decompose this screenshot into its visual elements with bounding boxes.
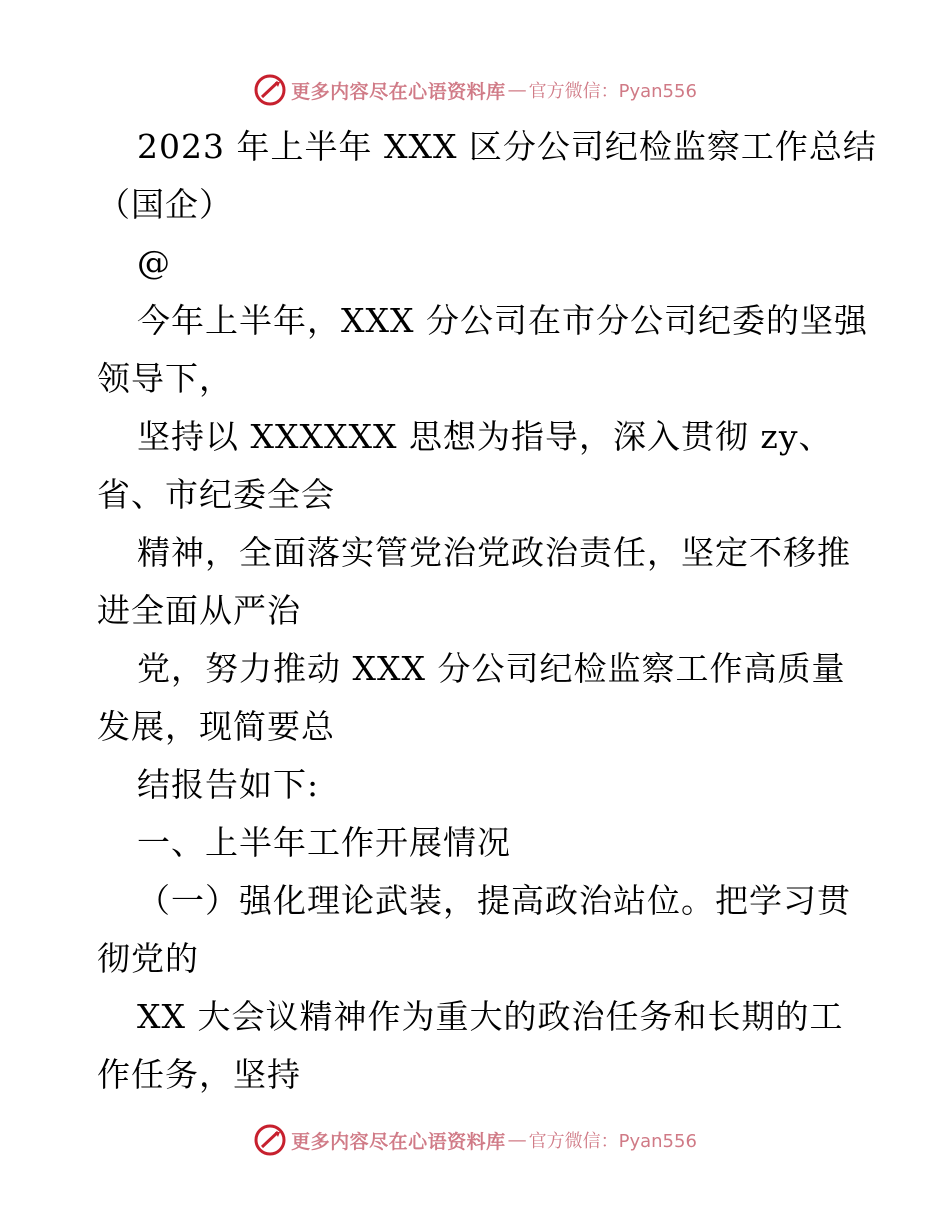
body-line: 领导下， (97, 359, 233, 398)
header-dash: — (507, 79, 527, 101)
body-line: XX 大会议精神作为重大的政治任务和长期的工 (137, 997, 844, 1036)
footer-brand-text: 更多内容尽在心语资料库 (291, 1130, 506, 1153)
body-line: 结报告如下: (137, 765, 320, 804)
footer-wechat-text: 官方微信：Pyan556 (528, 1131, 697, 1152)
body-line: 精神，全面落实管党治党政治责任，坚定不移推 (137, 533, 851, 572)
header-brand-text: 更多内容尽在心语资料库 (291, 80, 506, 103)
body-line: 今年上半年，XXX 分公司在市分公司纪委的坚强 (137, 301, 868, 340)
header-wechat-text: 官方微信：Pyan556 (528, 81, 697, 102)
body-line: （一）强化理论武装，提高政治站位。把学习贯 (137, 881, 851, 920)
body-line: 进全面从严治 (97, 591, 301, 630)
header-banner (0, 70, 950, 110)
section-heading: 一、上半年工作开展情况 (137, 823, 511, 862)
body-line: 发展，现简要总 (97, 707, 335, 746)
body-line: 彻党的 (97, 939, 199, 978)
body-line: 坚持以 XXXXXX 思想为指导，深入贯彻 zy、 (137, 417, 833, 456)
body-line: 作任务，坚持 (97, 1055, 301, 1094)
document-title-line-2: （国企） (97, 185, 233, 224)
body-line: @ (137, 243, 171, 282)
body-line: 党，努力推动 XXX 分公司纪检监察工作高质量 (137, 649, 846, 688)
document-title-line-1: 2023 年上半年 XXX 区分公司纪检监察工作总结 (137, 127, 877, 166)
document-body (97, 118, 877, 1104)
body-line: 省、市纪委全会 (97, 475, 335, 514)
logo-icon (253, 1123, 287, 1157)
logo-icon (253, 73, 287, 107)
footer-banner (0, 1120, 950, 1160)
footer-dash: — (507, 1129, 527, 1151)
